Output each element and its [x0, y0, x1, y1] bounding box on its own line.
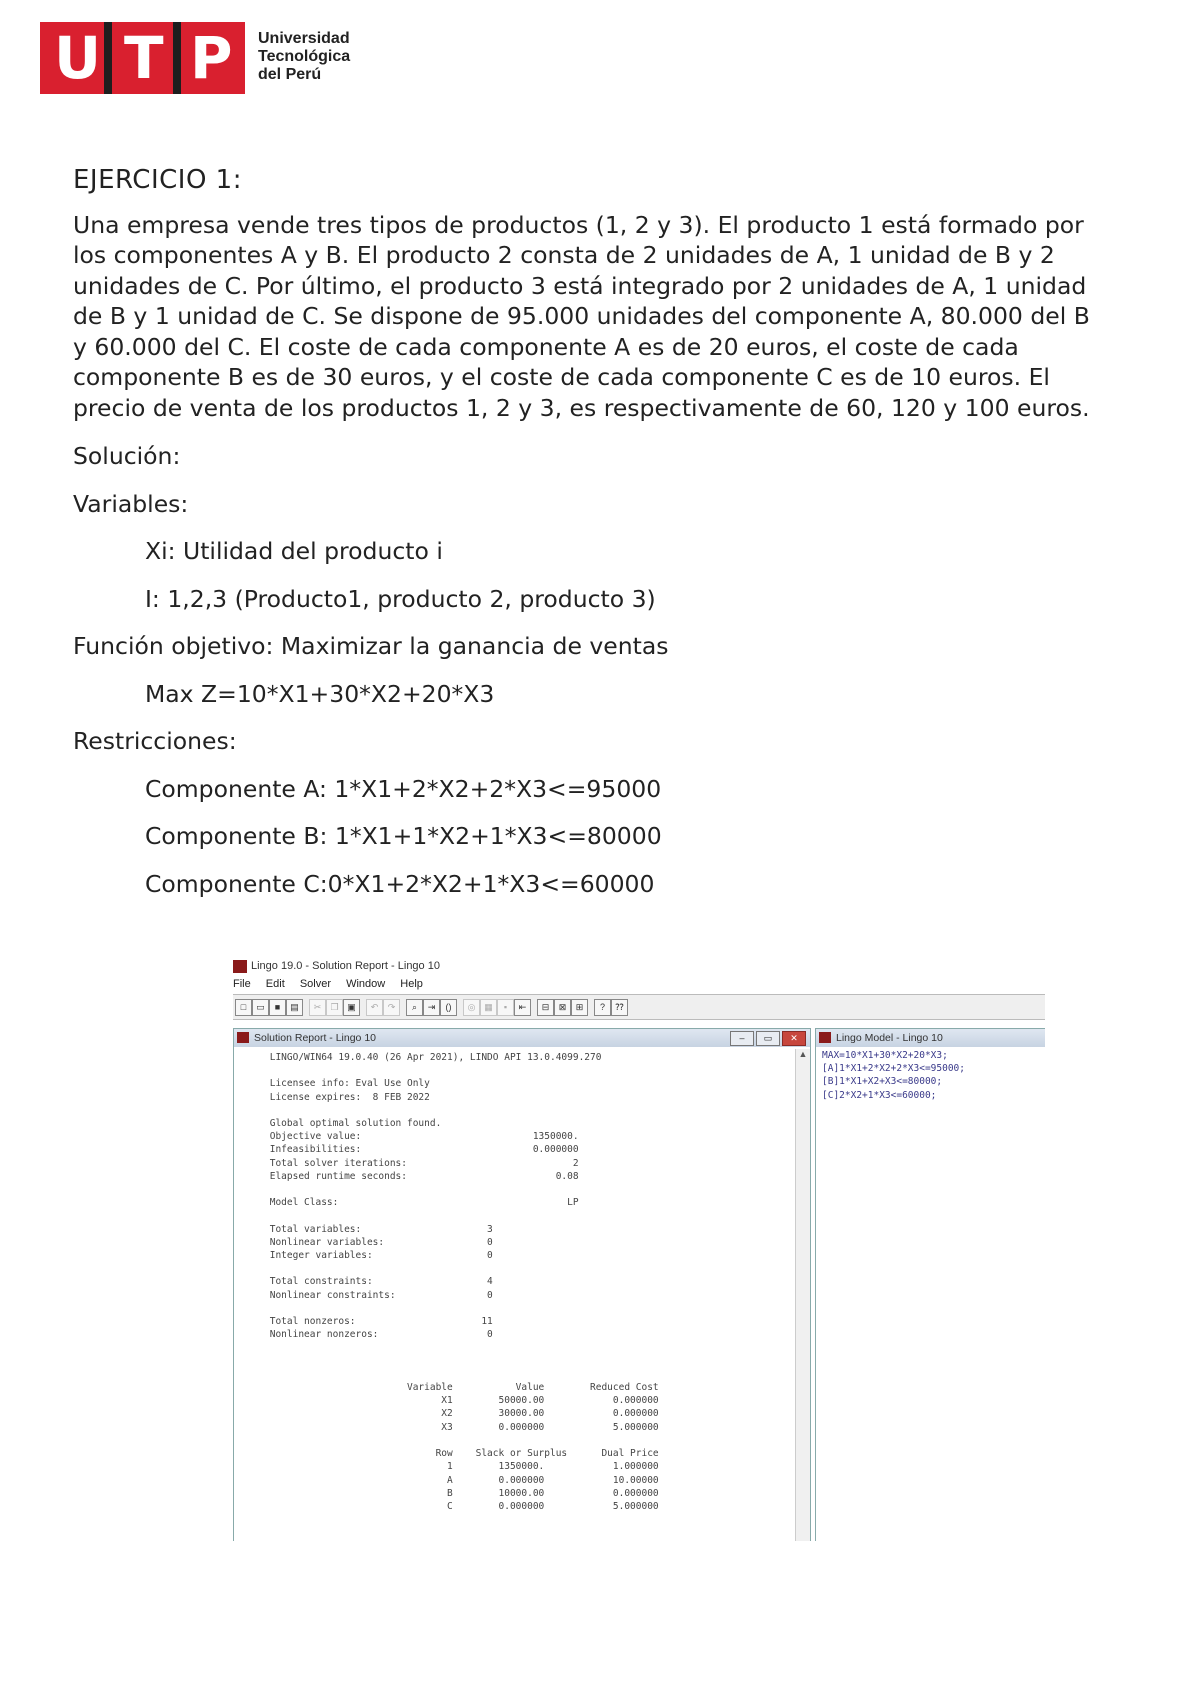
close-icon[interactable]: ✕: [782, 1031, 806, 1046]
logo-letter-u: U: [54, 24, 102, 92]
menu-bar: [233, 976, 435, 992]
close-all-icon[interactable]: ⊟: [537, 999, 554, 1016]
solution-label: Solución:: [73, 442, 181, 470]
model-editor[interactable]: [816, 1047, 1045, 1102]
copy-icon[interactable]: ❐: [326, 999, 343, 1016]
statement-line: de B y 1 unidad de C. Se dispone de 95.000 unidades del componente A, 80.000 del B: [73, 302, 1090, 330]
logo-red-box: [40, 22, 245, 94]
print-icon[interactable]: ▤: [286, 999, 303, 1016]
app-title-bar: [233, 958, 440, 974]
redo-icon[interactable]: ↷: [383, 999, 400, 1016]
minimize-icon[interactable]: –: [730, 1031, 754, 1046]
menu-window[interactable]: Window: [346, 978, 386, 990]
logo-separator: [104, 22, 112, 94]
new-file-icon[interactable]: □: [235, 999, 252, 1016]
model-line: [B]1*X1+X2+X3<=80000;: [822, 1076, 943, 1088]
menu-solver[interactable]: Solver: [299, 978, 332, 990]
report-line: [264, 1183, 794, 1196]
lingo-app-icon: [233, 960, 247, 973]
report-line: X3 0.000000 5.000000: [264, 1421, 659, 1433]
help-icon[interactable]: ?: [594, 999, 611, 1016]
model-line: [A]1*X1+2*X2+2*X3<=95000;: [822, 1063, 965, 1075]
report-line: [264, 1341, 794, 1354]
report-line: Variable Value Reduced Cost: [264, 1382, 659, 1394]
logo-separator: [173, 22, 181, 94]
report-line: Elapsed runtime seconds: 0.08: [264, 1170, 579, 1182]
report-line: Infeasibilities: 0.000000: [264, 1144, 579, 1156]
logo-text-line: del Perú: [258, 66, 322, 83]
lingo-screenshot: [233, 956, 1045, 1541]
report-line: [264, 1368, 794, 1381]
lingo-window-icon: [819, 1032, 831, 1043]
report-window-title: Solution Report - Lingo 10: [254, 1032, 376, 1044]
model-line: [C]2*X2+1*X3<=60000;: [822, 1089, 937, 1101]
toolbar: [233, 994, 1045, 1020]
report-line: Total constraints: 4: [264, 1276, 493, 1288]
app-title: Lingo 19.0 - Solution Report - Lingo 10: [251, 960, 440, 972]
report-line: Licensee info: Eval Use Only: [264, 1078, 430, 1090]
report-line: Model Class: LP: [264, 1197, 579, 1209]
solution-report-text: [234, 1049, 794, 1541]
maximize-icon[interactable]: ▭: [756, 1031, 780, 1046]
report-line: [264, 1302, 794, 1315]
model-window-titlebar: [816, 1029, 1045, 1047]
exercise-document: [73, 165, 1143, 916]
objective-label: Función objetivo: Maximizar la ganancia de ventas: [73, 632, 669, 660]
constraint-a: Componente A: 1*X1+2*X2+2*X3<=95000: [145, 774, 662, 803]
statement-line: y 60.000 del C. El coste de cada componente A es de 20 euros, el coste de cada: [73, 332, 1019, 361]
model-window-title: Lingo Model - Lingo 10: [836, 1032, 943, 1044]
report-line: [264, 1355, 794, 1368]
find-icon[interactable]: ⌕: [406, 999, 423, 1016]
goto-line-icon[interactable]: ⇥: [423, 999, 440, 1016]
menu-file[interactable]: File: [233, 978, 251, 990]
problem-statement: [73, 210, 1143, 424]
report-content: [234, 1049, 794, 1513]
menu-help[interactable]: Help: [400, 978, 423, 990]
paste-icon[interactable]: ▣: [343, 999, 360, 1016]
report-line: C 0.000000 5.000000: [264, 1500, 659, 1512]
cut-icon[interactable]: ✂: [309, 999, 326, 1016]
exercise-title: EJERCICIO 1:: [73, 165, 242, 195]
lingo-window-icon: [237, 1032, 249, 1043]
report-line: Total solver iterations: 2: [264, 1157, 579, 1169]
report-line: [264, 1262, 794, 1275]
report-line: Row Slack or Surplus Dual Price: [264, 1448, 659, 1460]
report-line: LINGO/WIN64 19.0.40 (26 Apr 2021), LINDO API 13.0.4099.270: [264, 1052, 602, 1063]
report-line: Integer variables: 0: [264, 1250, 493, 1262]
report-line: [264, 1434, 794, 1447]
match-paren-icon[interactable]: (): [440, 999, 457, 1016]
report-line: Nonlinear constraints: 0: [264, 1289, 493, 1301]
logo-wordmark: [258, 30, 350, 84]
constraints-label: Restricciones:: [73, 727, 237, 755]
scroll-up-icon[interactable]: ▲: [798, 1049, 808, 1059]
statement-line: componente B es de 30 euros, y el coste de cada componente C es de 10 euros. El: [73, 363, 1050, 391]
report-line: 1 1350000. 1.000000: [264, 1461, 659, 1473]
report-line: License expires: 8 FEB 2022: [264, 1091, 430, 1103]
report-line: A 0.000000 10.00000: [264, 1474, 659, 1486]
undo-icon[interactable]: ↶: [366, 999, 383, 1016]
objective-function: Max Z=10*X1+30*X2+20*X3: [145, 679, 495, 708]
utp-logo: [40, 22, 370, 97]
cascade-icon[interactable]: ⊞: [571, 999, 588, 1016]
report-line: Nonlinear variables: 0: [264, 1236, 493, 1248]
save-icon[interactable]: ■: [269, 999, 286, 1016]
variable-definition: Xi: Utilidad del producto i: [145, 537, 443, 565]
open-file-icon[interactable]: ▭: [252, 999, 269, 1016]
statement-line: unidades de C. Por último, el producto 3 está integrado por 2 unidades de A, 1 unidad: [73, 271, 1087, 300]
logo-text-line: Universidad: [258, 30, 350, 47]
logo-letter-p: P: [190, 24, 233, 92]
report-line: Objective value: 1350000.: [264, 1131, 579, 1143]
report-window-titlebar: [234, 1029, 810, 1047]
statement-line: los componentes A y B. El producto 2 consta de 2 unidades de A, 1 unidad de B y 2: [73, 241, 1055, 269]
context-help-icon[interactable]: ⁇: [611, 999, 628, 1016]
report-line: [264, 1064, 794, 1077]
lingo-model-window: [815, 1028, 1045, 1541]
send-to-back-icon[interactable]: ⇤: [514, 999, 531, 1016]
solve-icon[interactable]: ◎: [463, 999, 480, 1016]
report-scrollbar[interactable]: [795, 1049, 810, 1541]
report-line: Total variables: 3: [264, 1223, 493, 1235]
report-line: X2 30000.00 0.000000: [264, 1408, 659, 1420]
model-line: MAX=10*X1+30*X2+20*X3;: [822, 1050, 948, 1061]
index-definition: I: 1,2,3 (Producto1, producto 2, producto 3): [145, 584, 656, 613]
report-line: Total nonzeros: 11: [264, 1316, 493, 1328]
report-line: [264, 1209, 794, 1222]
report-line: X1 50000.00 0.000000: [264, 1395, 659, 1407]
constraint-b: Componente B: 1*X1+1*X2+1*X3<=80000: [145, 822, 662, 850]
logo-letter-t: T: [124, 24, 164, 92]
report-line: Global optimal solution found.: [264, 1118, 442, 1130]
menu-edit[interactable]: Edit: [265, 978, 285, 990]
report-line: B 10000.00 0.000000: [264, 1487, 659, 1499]
logo-text-line: Tecnológica: [258, 48, 351, 65]
tile-icon[interactable]: ⊠: [554, 999, 571, 1016]
statement-line: precio de venta de los productos 1, 2 y 3, es respectivamente de 60, 120 y 100 euros.: [73, 393, 1090, 422]
options-icon[interactable]: ▦: [480, 999, 497, 1016]
constraint-c: Componente C:0*X1+2*X2+1*X3<=60000: [145, 869, 655, 898]
solution-report-window: [233, 1028, 811, 1541]
variables-label: Variables:: [73, 489, 189, 518]
status-icon[interactable]: ▪: [497, 999, 514, 1016]
report-line: [264, 1104, 794, 1117]
statement-line: Una empresa vende tres tipos de productos (1, 2 y 3). El producto 1 está formado por: [73, 210, 1084, 239]
report-line: Nonlinear nonzeros: 0: [264, 1329, 493, 1341]
